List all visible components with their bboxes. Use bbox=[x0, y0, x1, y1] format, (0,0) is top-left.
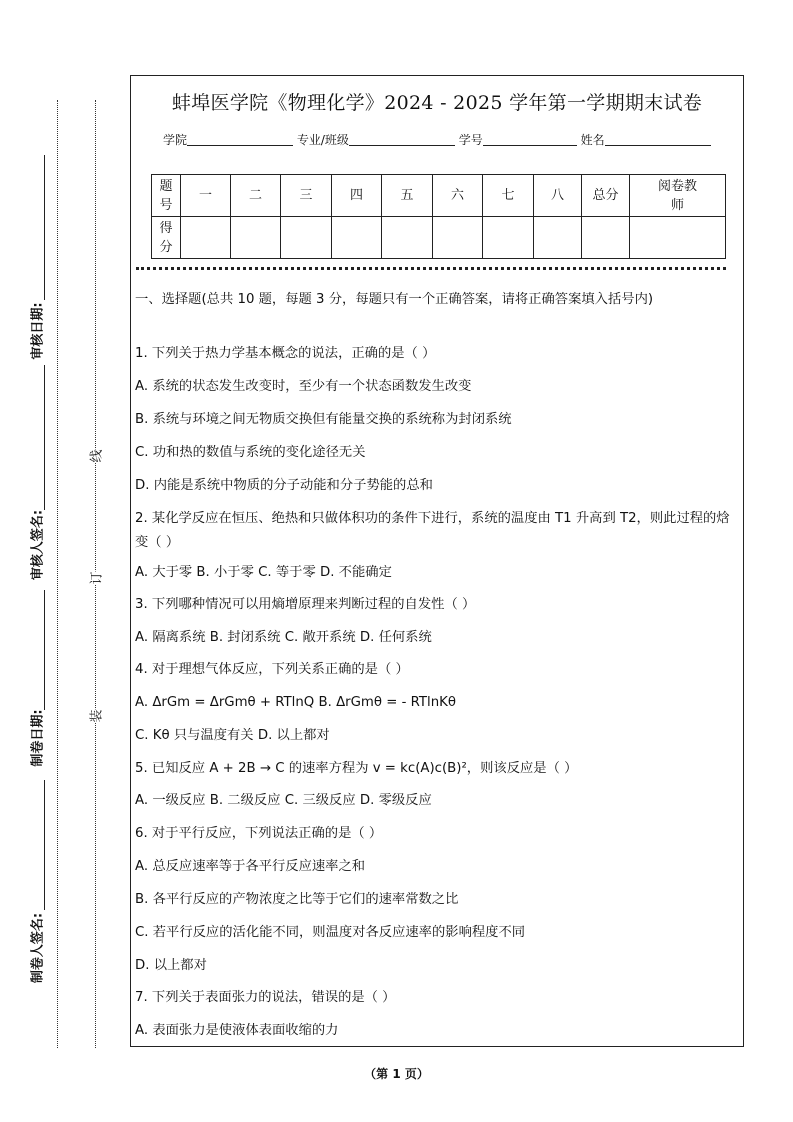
option-line: A. 总反应速率等于各平行反应速率之和 bbox=[135, 859, 366, 874]
question-5: 5. 已知反应 A + 2B → C 的速率方程为 v = kc(A)c(B)²，则该反应是（ ） bbox=[135, 761, 578, 776]
score-header: 得分 bbox=[152, 217, 181, 259]
section-instruction: 一、选择题(总共 10 题，每题 3 分，每题只有一个正确答案，请将正确答案填入括号内) bbox=[135, 292, 654, 307]
question-6: 6. 对于平行反应，下列说法正确的是（ ） bbox=[135, 826, 383, 841]
option-line: B. 系统与环境之间无物质交换但有能量交换的系统称为封闭系统 bbox=[135, 412, 512, 427]
score-table-header-row bbox=[152, 175, 726, 217]
column-header: 八 bbox=[534, 175, 582, 217]
review-date-blank[interactable] bbox=[44, 155, 45, 300]
binding-dotted-line-outer bbox=[57, 100, 58, 1048]
question-4: 4. 对于理想气体反应，下列关系正确的是（ ） bbox=[135, 662, 409, 677]
option-line: A. ΔrGm = ΔrGmθ + RTlnQ B. ΔrGmθ = - RTlnKθ bbox=[135, 695, 457, 710]
score-cell[interactable] bbox=[332, 217, 382, 259]
option-line: D. 以上都对 bbox=[135, 958, 207, 973]
option-line: C. 功和热的数值与系统的变化途径无关 bbox=[135, 445, 366, 460]
college-label: 学院 bbox=[163, 133, 188, 147]
score-cell[interactable] bbox=[231, 217, 281, 259]
score-cell[interactable] bbox=[382, 217, 433, 259]
name-field[interactable] bbox=[605, 133, 711, 146]
student-id-field[interactable] bbox=[483, 133, 577, 146]
column-header: 总分 bbox=[582, 175, 630, 217]
option-line: A. 表面张力是使液体表面收缩的力 bbox=[135, 1023, 339, 1038]
question-3: 3. 下列哪种情况可以用熵增原理来判断过程的自发性（ ） bbox=[135, 597, 476, 612]
question-number-header: 题号 bbox=[152, 175, 181, 217]
score-cell[interactable] bbox=[534, 217, 582, 259]
column-header: 五 bbox=[382, 175, 433, 217]
score-cell[interactable] bbox=[630, 217, 726, 259]
option-line: D. 内能是系统中物质的分子动能和分子势能的总和 bbox=[135, 478, 433, 493]
column-header: 四 bbox=[332, 175, 382, 217]
student-id-label: 学号 bbox=[458, 133, 483, 147]
option-line: A. 系统的状态发生改变时，至少有一个状态函数发生改变 bbox=[135, 379, 472, 394]
paper-maker-signature-blank[interactable] bbox=[44, 780, 45, 910]
question-2: 2. 某化学反应在恒压、绝热和只做体积功的条件下进行，系统的温度由 T1 升高到 T2，则此过程的焓变（ ） bbox=[135, 511, 730, 550]
major-label: 专业/班级 bbox=[296, 133, 349, 147]
score-cell[interactable] bbox=[483, 217, 534, 259]
column-header: 一 bbox=[181, 175, 231, 217]
option-line: B. 各平行反应的产物浓度之比等于它们的速率常数之比 bbox=[135, 892, 459, 907]
page-number: （第 1 页） bbox=[364, 1067, 429, 1081]
paper-date-blank[interactable] bbox=[44, 590, 45, 710]
score-cell[interactable] bbox=[281, 217, 332, 259]
score-table bbox=[151, 174, 726, 259]
column-header: 二 bbox=[231, 175, 281, 217]
column-header: 六 bbox=[433, 175, 483, 217]
option-line: C. Kθ 只与温度有关 D. 以上都对 bbox=[135, 728, 330, 743]
score-cell[interactable] bbox=[181, 217, 231, 259]
reviewer-signature-blank[interactable] bbox=[44, 365, 45, 510]
score-cell[interactable] bbox=[582, 217, 630, 259]
student-info-row bbox=[163, 131, 723, 148]
major-class-field[interactable] bbox=[349, 133, 455, 146]
column-header: 阅卷教师 bbox=[630, 175, 726, 217]
option-line: A. 一级反应 B. 二级反应 C. 三级反应 D. 零级反应 bbox=[135, 793, 432, 808]
option-line: A. 隔离系统 B. 封闭系统 C. 敞开系统 D. 任何系统 bbox=[135, 630, 432, 645]
college-field[interactable] bbox=[187, 133, 293, 146]
option-line: A. 大于零 B. 小于零 C. 等于零 D. 不能确定 bbox=[135, 565, 392, 580]
column-header: 三 bbox=[281, 175, 332, 217]
option-line: C. 若平行反应的活化能不同，则温度对各反应速率的影响程度不同 bbox=[135, 925, 526, 940]
name-label: 姓名 bbox=[580, 133, 605, 147]
column-header: 七 bbox=[483, 175, 534, 217]
score-cell[interactable] bbox=[433, 217, 483, 259]
exam-title: 蚌埠医学院《物理化学》2024 - 2025 学年第一学期期末试卷 bbox=[171, 92, 703, 114]
score-table-score-row bbox=[152, 217, 726, 259]
question-1: 1. 下列关于热力学基本概念的说法，正确的是（ ） bbox=[135, 346, 436, 361]
question-7: 7. 下列关于表面张力的说法，错误的是（ ） bbox=[135, 990, 396, 1005]
dotted-separator bbox=[136, 267, 726, 270]
